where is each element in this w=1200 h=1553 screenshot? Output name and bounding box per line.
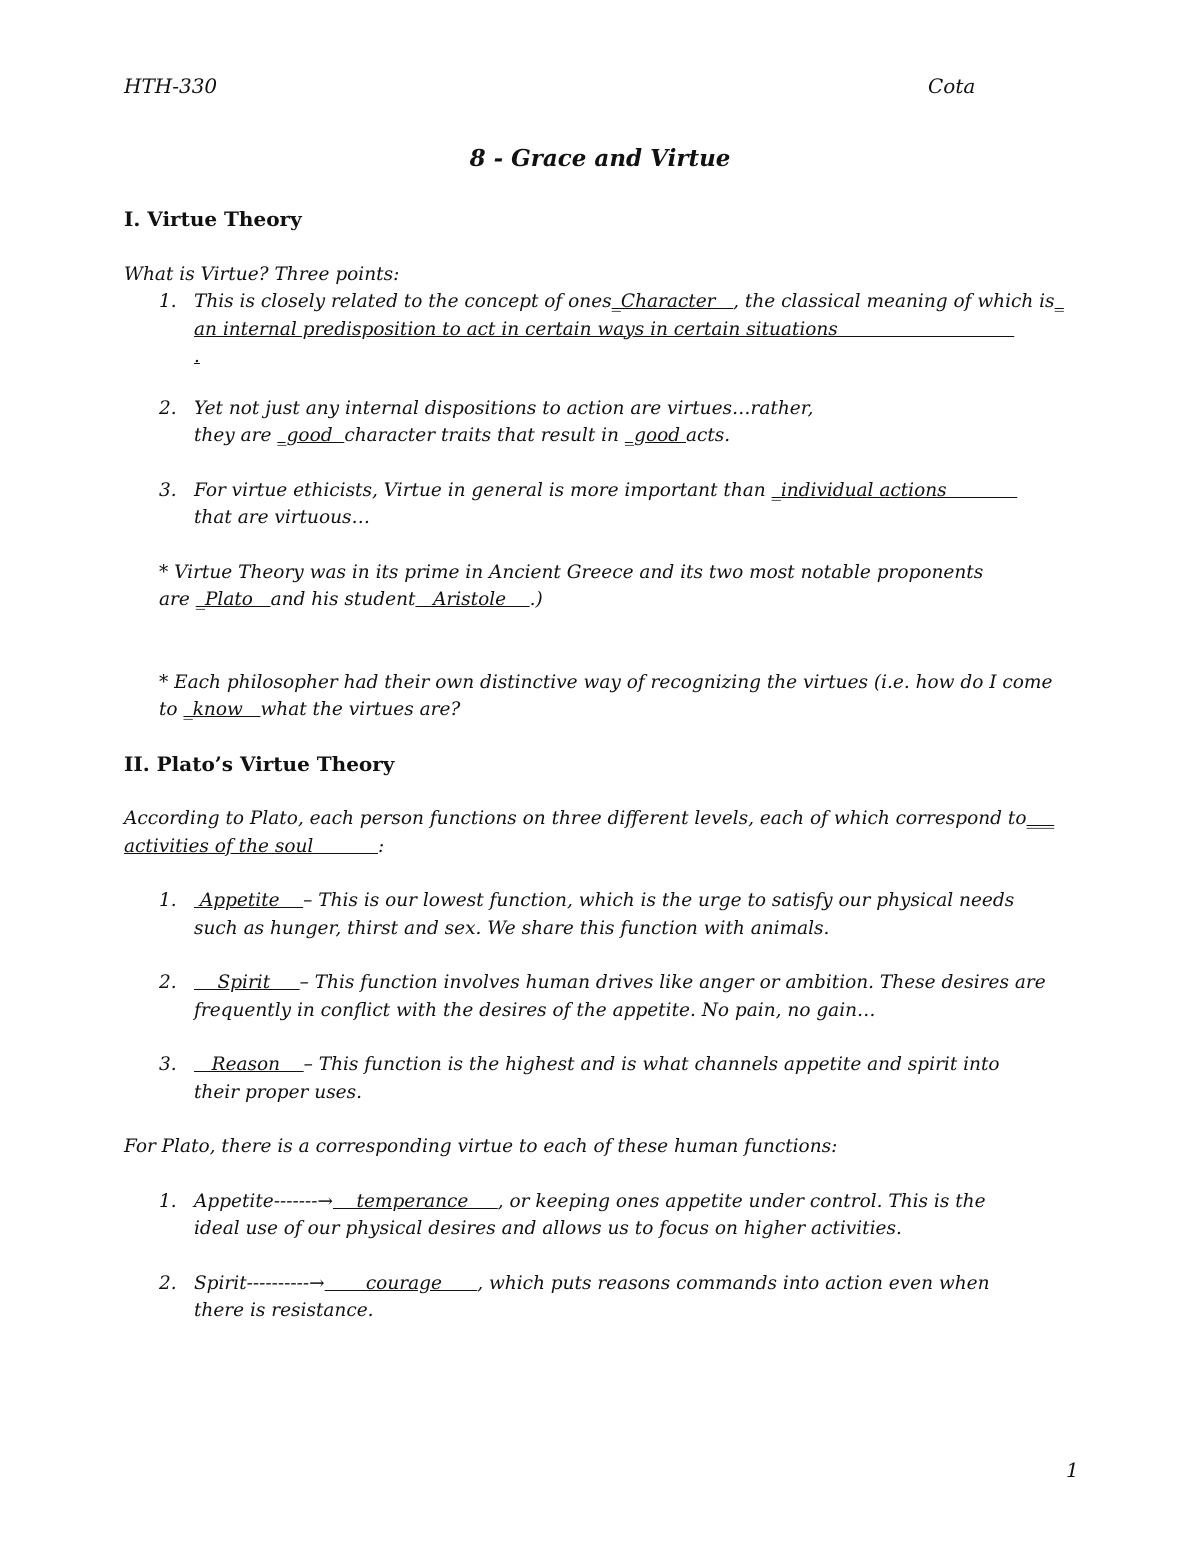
point-2-text-a: they are <box>194 425 278 446</box>
virtue-2-number: 2. <box>159 1272 177 1294</box>
function-3 <box>124 1051 1079 1106</box>
point-2-text-c: acts. <box>685 425 731 446</box>
function-1-line2: such as hunger, thirst and sex. We share this function with animals. <box>194 917 830 939</box>
virtue-2-text-b: , which puts reasons commands into action even when <box>477 1272 990 1294</box>
point-1-number: 1. <box>159 291 177 312</box>
virtue-blank-courage: courage <box>324 1272 478 1294</box>
section2-intro-blank-trail: ___ <box>1026 808 1055 829</box>
virtue-blank-temperance: temperance <box>333 1190 498 1212</box>
page-number: 1 <box>1066 1458 1079 1482</box>
point-1-text-a: This is closely related to the concept of ones <box>194 291 612 312</box>
point-3-line2: that are virtuous… <box>194 507 371 528</box>
section2-intro-text-a: According to Plato, each person functions on three different levels, each of which correspond to <box>124 808 1027 829</box>
document-body <box>124 206 1079 1325</box>
note-proponents-text-c: .) <box>529 589 543 610</box>
point-1 <box>124 288 1079 371</box>
function-1 <box>124 887 1079 942</box>
function-2-text-a: – This function involves human drives like anger or ambition. These desires are <box>299 972 1046 993</box>
header-course: HTH-330 <box>124 74 218 98</box>
function-2 <box>124 969 1079 1024</box>
note-proponents-text-a: are <box>159 589 196 610</box>
point-3-text-a: For virtue ethicists, Virtue in general is more important than <box>194 479 772 501</box>
note-recognizing <box>124 669 1079 724</box>
header-author: Cota <box>928 74 976 98</box>
point-3-blank-individual-actions: _individual actions <box>771 479 1018 501</box>
section2-intro2: For Plato, there is a corresponding virtue to each of these human functions: <box>124 1136 838 1157</box>
point-1-period: . <box>194 346 200 367</box>
section-heading-virtue-theory: I. Virtue Theory <box>124 207 302 231</box>
virtue-1 <box>124 1188 1079 1243</box>
arrow-right-icon: → <box>317 1190 333 1212</box>
note-proponents-line1: * Virtue Theory was in its prime in Ancient Greece and its two most notable proponents <box>159 561 984 583</box>
section2-blank-activities: activities of the soul <box>124 835 378 857</box>
function-blank-appetite: Appetite <box>194 890 304 911</box>
function-blank-reason: Reason <box>194 1054 304 1075</box>
document-title: 8 - Grace and Virtue <box>469 145 731 172</box>
note-recognizing-text-b: what the virtues are? <box>260 699 461 720</box>
section2-intro <box>124 805 1079 860</box>
point-2 <box>124 395 1079 450</box>
note-recognizing-line1: * Each philosopher had their own distinctive way of recognizing the virtues (i.e. how do I come <box>159 671 1053 693</box>
virtue-2-text-a: Spirit---------- <box>194 1272 310 1294</box>
virtue-2-line2: there is resistance. <box>194 1300 374 1321</box>
note-proponents <box>124 559 1079 614</box>
point-1-blank-definition: an internal predisposition to act in certain ways in certain situations <box>194 318 1015 340</box>
virtue-1-line2: ideal use of our physical desires and allows us to focus on higher activities. <box>194 1218 902 1239</box>
function-3-line2: their proper uses. <box>194 1081 363 1103</box>
point-1-text-b: , the classical meaning of which is <box>733 291 1055 312</box>
function-3-text-a: – This function is the highest and is what channels appetite and spirit into <box>303 1054 1000 1075</box>
point-2-blank-good-1: _good <box>277 425 345 446</box>
point-1-blank-trail: _ <box>1054 291 1064 312</box>
function-2-number: 2. <box>159 972 177 993</box>
function-1-text-a: – This is our lowest function, which is the urge to satisfy our physical needs <box>303 890 1015 911</box>
point-3-number: 3. <box>159 479 177 501</box>
point-2-line1: Yet not just any internal dispositions to action are virtues…rather, <box>194 397 814 419</box>
function-2-line2: frequently in conflict with the desires of the appetite. No pain, no gain… <box>194 999 876 1021</box>
point-3 <box>124 477 1079 532</box>
point-2-number: 2. <box>159 397 177 419</box>
virtue-1-text-b: , or keeping ones appetite under control. This is the <box>497 1190 986 1212</box>
function-1-number: 1. <box>159 890 177 911</box>
section2-intro-text-b: : <box>377 835 385 857</box>
note-blank-plato: _Plato <box>195 589 271 610</box>
point-2-blank-good-2: _good <box>624 425 686 446</box>
point-1-blank-character: _Character <box>611 291 734 312</box>
note-recognizing-text-a: to <box>159 699 184 720</box>
point-2-text-b: character traits that result in <box>344 425 625 446</box>
note-blank-aristole: Aristole <box>415 589 530 610</box>
section1-intro: What is Virtue? Three points: <box>124 263 400 285</box>
section-heading-plato: II. Plato’s Virtue Theory <box>124 751 395 776</box>
note-proponents-text-b: and his student <box>270 589 416 610</box>
function-3-number: 3. <box>159 1054 177 1075</box>
virtue-1-text-a: Appetite------- <box>194 1190 318 1212</box>
note-blank-know: _know <box>183 699 261 720</box>
virtue-2 <box>124 1270 1079 1325</box>
arrow-right-icon: → <box>309 1272 325 1294</box>
virtue-1-number: 1. <box>159 1190 177 1212</box>
function-blank-spirit: Spirit <box>194 972 300 993</box>
